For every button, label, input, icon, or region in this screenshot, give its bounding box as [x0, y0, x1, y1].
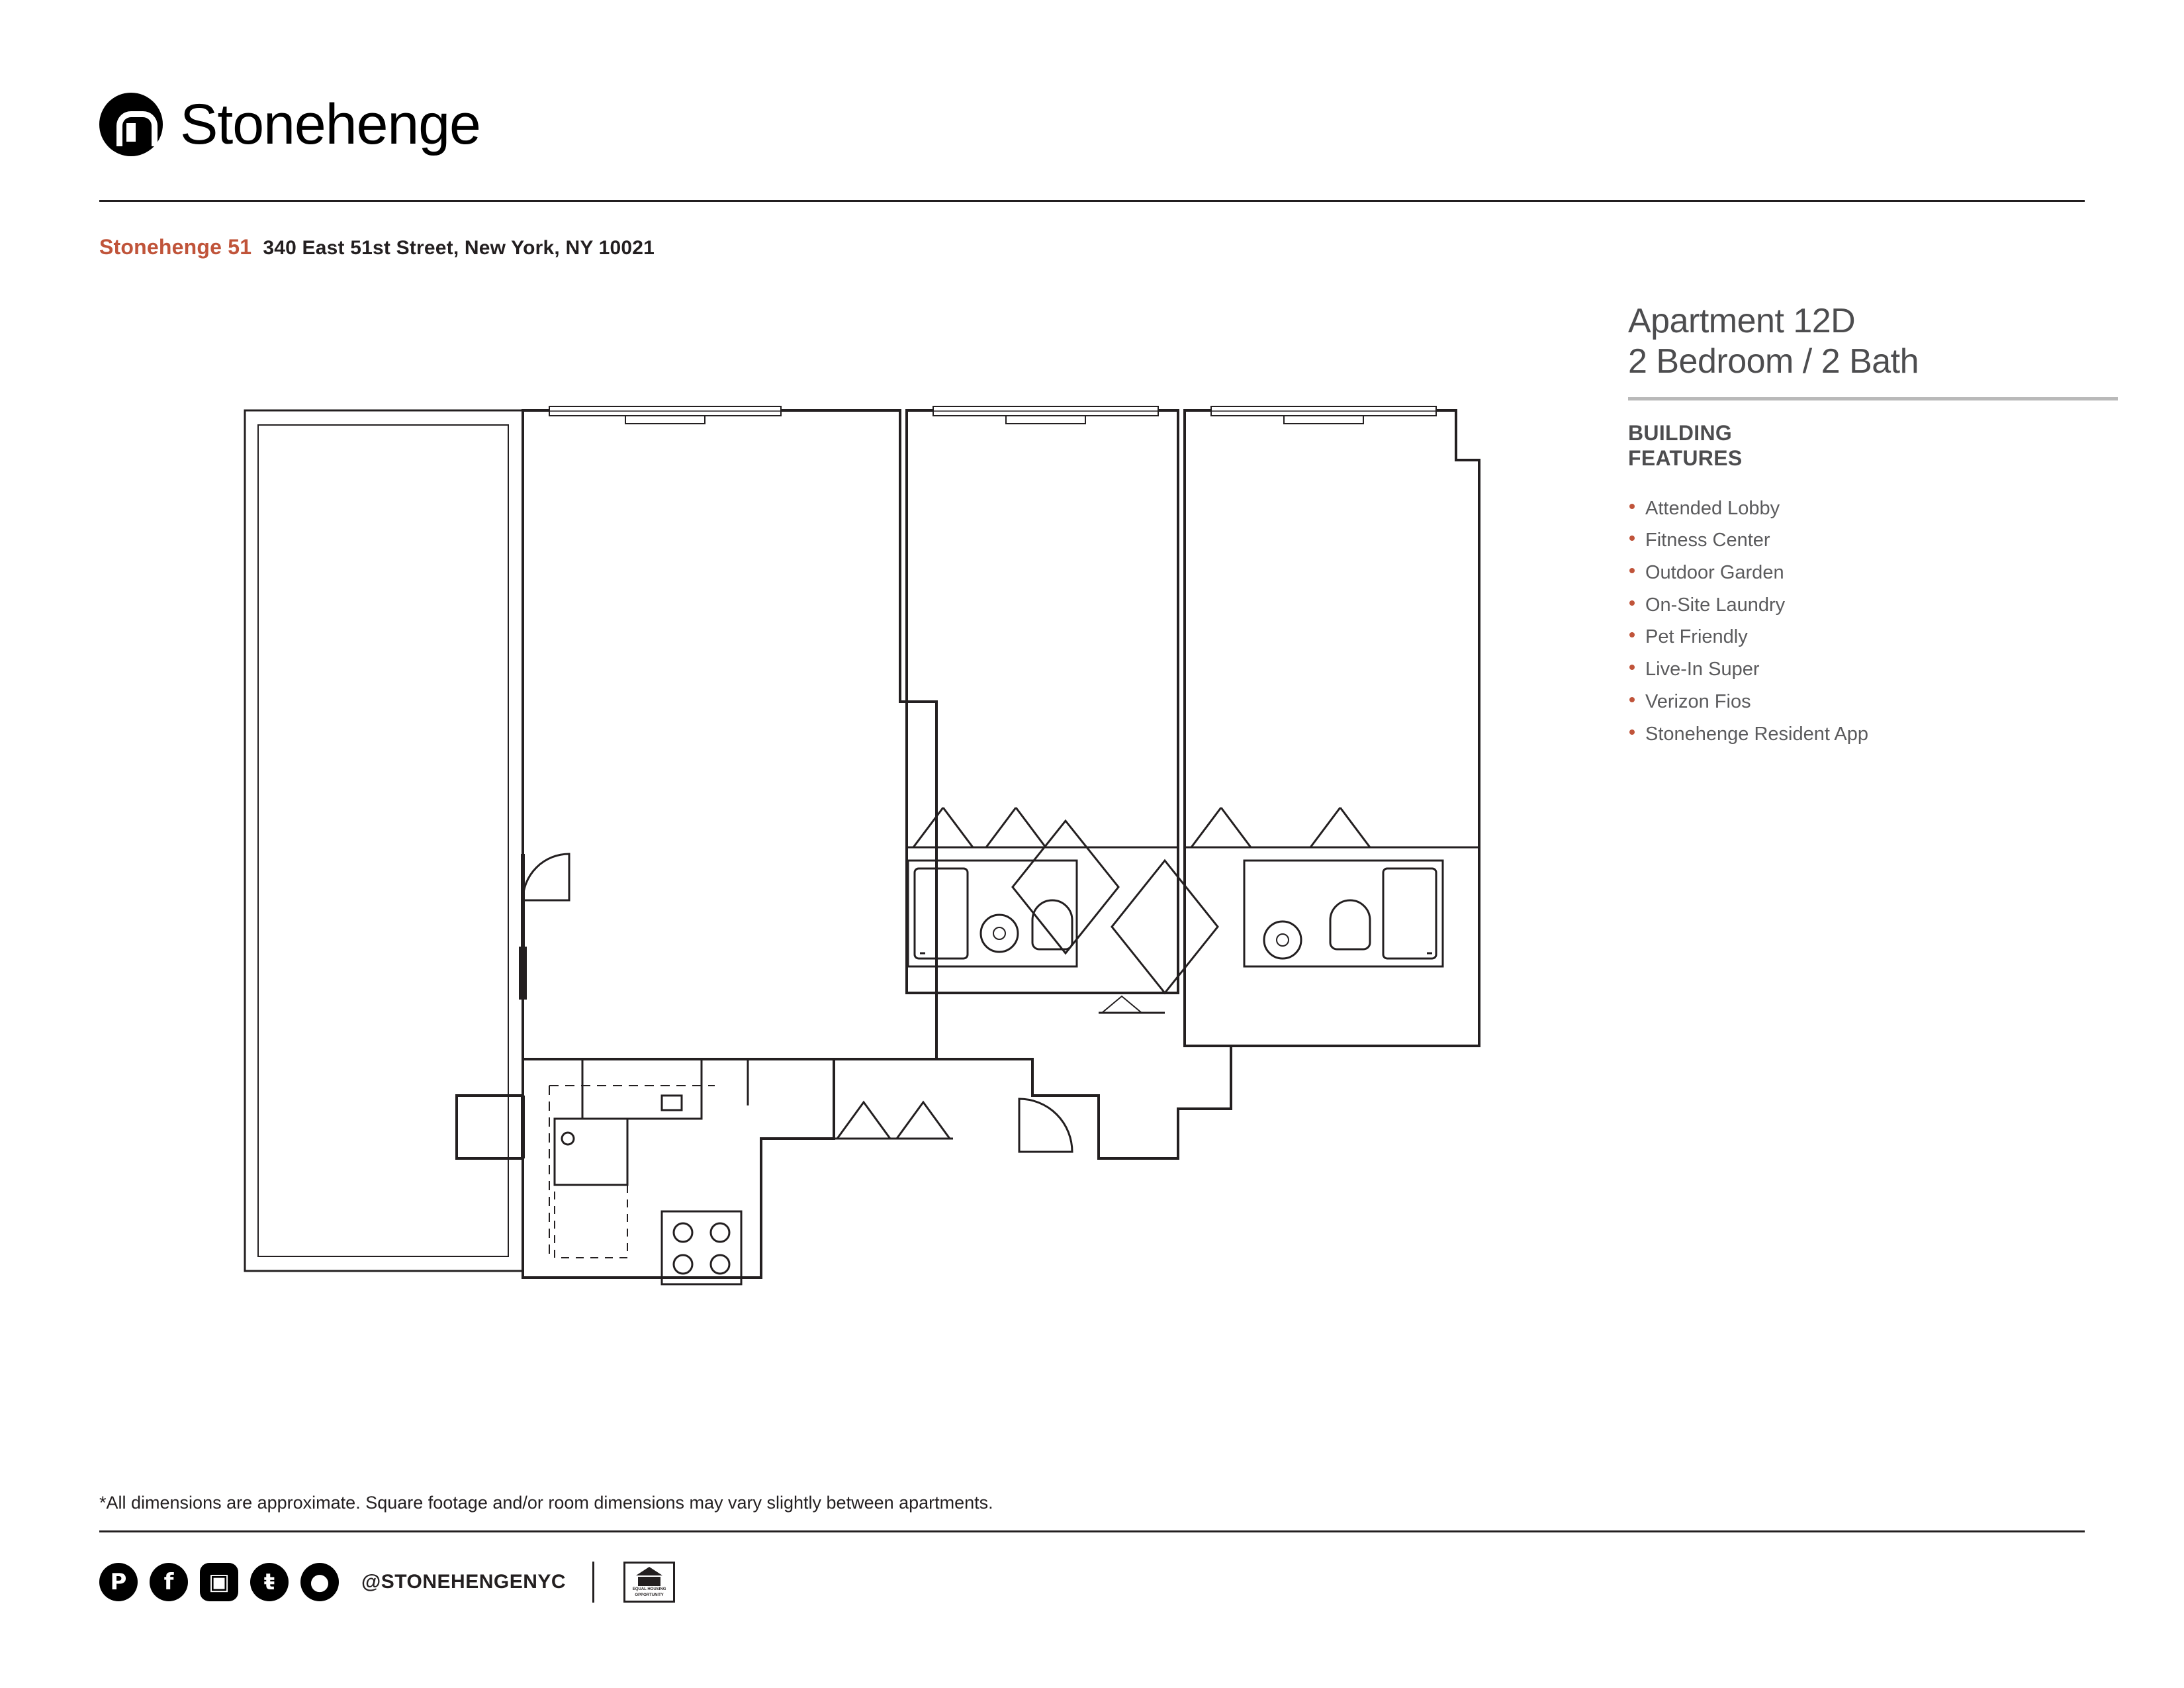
bullet-icon [1629, 665, 1635, 670]
eho-roof-shape [636, 1567, 662, 1575]
list-item [1628, 589, 2131, 622]
instagram-icon[interactable]: ▣ [200, 1563, 238, 1601]
feature-label: Pet Friendly [1645, 626, 1748, 648]
feature-label: Stonehenge Resident App [1645, 723, 1868, 745]
building-features-list [1628, 492, 2131, 751]
bullet-icon [1629, 504, 1635, 509]
eho-label-line1: EQUAL HOUSING [632, 1587, 666, 1592]
eho-label-line2: OPPORTUNITY [635, 1593, 664, 1597]
building-info [99, 235, 655, 259]
bullet-icon [1629, 536, 1635, 541]
social-handle: @STONEHENGENYC [361, 1571, 567, 1593]
features-heading-line2: FEATURES [1628, 446, 1743, 471]
list-item [1628, 492, 2131, 525]
feature-label: Fitness Center [1645, 530, 1770, 551]
list-item [1628, 686, 2131, 718]
pinterest-icon[interactable]: P [99, 1563, 138, 1601]
apartment-subtitle: 2 Bedroom / 2 Bath [1628, 342, 1919, 381]
feature-label: Verizon Fios [1645, 690, 1751, 712]
footer-separator [592, 1562, 594, 1603]
info-divider [1628, 397, 2118, 400]
feature-label: Outdoor Garden [1645, 561, 1784, 583]
snapchat-icon[interactable]: ● [300, 1563, 339, 1601]
apartment-info-panel [1628, 301, 2131, 750]
bullet-icon [1629, 632, 1635, 637]
social-bar [99, 1552, 675, 1612]
floorplan-drawing [238, 397, 1529, 1324]
header-divider [99, 200, 2085, 202]
footer-divider [99, 1530, 2085, 1532]
list-item [1628, 621, 2131, 653]
features-heading-line1: BUILDING [1628, 420, 1733, 445]
bullet-icon [1629, 600, 1635, 606]
disclaimer-text: *All dimensions are approximate. Square footage and/or room dimensions may vary slightly between apartments. [99, 1493, 993, 1513]
building-name: Stonehenge 51 [99, 235, 252, 259]
list-item [1628, 557, 2131, 589]
feature-label: On-Site Laundry [1645, 594, 1786, 616]
bullet-icon [1629, 697, 1635, 702]
twitter-icon[interactable]: ŧ [250, 1563, 289, 1601]
list-item [1628, 524, 2131, 557]
brand-logo[interactable] [99, 93, 480, 156]
equal-housing-opportunity-icon [623, 1562, 675, 1603]
eho-body-shape [638, 1577, 660, 1586]
feature-label: Attended Lobby [1645, 497, 1780, 519]
bullet-icon [1629, 568, 1635, 573]
building-address: 340 East 51st Street, New York, NY 10021 [263, 237, 655, 259]
feature-label: Live-In Super [1645, 659, 1760, 680]
list-item [1628, 653, 2131, 686]
apartment-title: Apartment 12D [1628, 302, 1856, 340]
facebook-icon[interactable]: f [150, 1563, 188, 1601]
brand-name: Stonehenge [180, 93, 480, 156]
list-item [1628, 718, 2131, 751]
stonehenge-monogram-icon [99, 93, 163, 156]
bullet-icon [1629, 729, 1635, 735]
